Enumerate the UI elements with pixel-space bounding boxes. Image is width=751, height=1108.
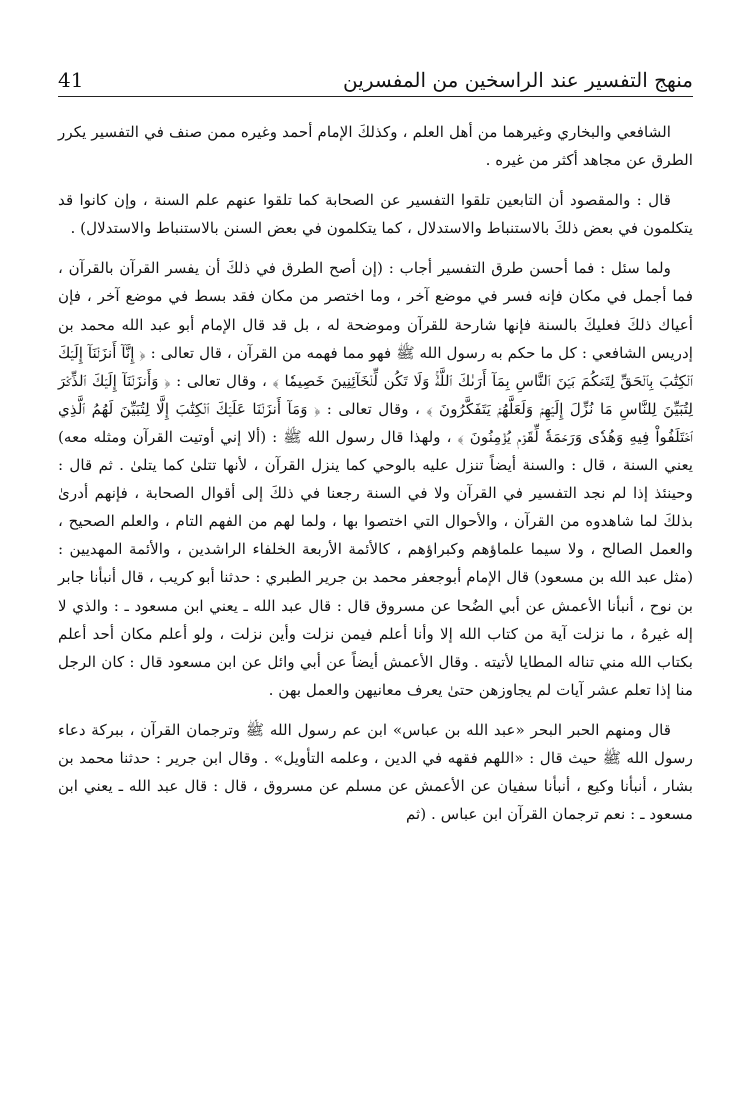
running-head: منهج التفسير عند الراسخين من المفسرين: [343, 68, 693, 92]
page-number: 41: [58, 68, 84, 92]
paragraph: قال : والمقصود أن التابعين تلقوا التفسير عن الصحابة كما تلقوا عنهم علم السنة ، وإن كانوا قد يتكلمون في بعض ذلكَ بالاستنباط والاستدلال ، كما يتكلمون في بعض السنن بالاستنباط والاستدلال) .: [58, 191, 693, 238]
paragraph: قال ومنهم الحبر البحر «عبد الله بن عباس» ابن عم رسول الله ﷺ وترجمان القرآن ، ببركة دعاء رسول الله ﷺ حيث قال : «اللهم فقهه في الدين ، وعلمه التأويل» . وقال ابن جرير : حدثنا محمد بن بشار ، أنبأنا وكيع ، أنبأنا سفيان عن الأعمش عن مسلم عن مسروق ، قال : قال عبد الله ـ يعني ابن مسعود ـ : نعم ترجمان القرآن ابن عباس . (ثم: [58, 720, 693, 824]
paragraph: ولما سئل : فما أحسن طرق التفسير أجاب : (إن أصح الطرق في ذلكَ أن يفسر القرآن بالقرآن ، فما أجمل في مكان فإنه فسر في موضع آخر ، وما اختصر من مكان فقد بسط في موضع آخر ، فإن أعياك ذلكَ فعليكَ بالسنة فإنها شارحة للقرآن وموضحة له ، بل قد قال الإمام أبو عبد الله محمد بن إدريس الشافعي : كل ما حكم به رسول الله ﷺ فهو مما فهمه من القرآن ، قال تعالى : ﴿ إِنَّآ أَنزَلۡنَآ إِلَيۡكَ ٱلۡكِتَٰبَ بِٱلۡحَقِّ لِتَحۡكُمَ بَيۡنَ ٱلنَّاسِ بِمَآ أَرَىٰكَ ٱللَّهُۚ وَلَا تَكُن لِّلۡخَآئِنِينَ خَصِيمٗا ﴾ ، وقال تعالى : ﴿ وَأَنزَلۡنَآ إِلَيۡكَ ٱلذِّكۡرَ لِتُبَيِّنَ لِلنَّاسِ مَا نُزِّلَ إِلَيۡهِمۡ وَلَعَلَّهُمۡ يَتَفَكَّرُونَ ﴾ ، وقال تعالى : ﴿ وَمَآ أَنزَلۡنَا عَلَيۡكَ ٱلۡكِتَٰبَ إِلَّا لِتُبَيِّنَ لَهُمُ ٱلَّذِي ٱخۡتَلَفُواْ فِيهِ وَهُدٗى وَرَحۡمَةٗ لِّقَوۡمٖ يُؤۡمِنُونَ ﴾ ، ولهذا قال رسول الله ﷺ : (ألا إني أوتيت القرآن ومثله معه) يعني السنة ، قال : والسنة أيضاً تنزل عليه بالوحي كما ينزل القرآن ، لأنها تتلىٰ كما يتلىٰ . ثم قال : وحينئذ إذا لم نجد التفسير في القرآن ولا في السنة رجعنا في ذلكَ إلى أقوال الصحابة ، فإنهم أدرىٰ بذلكَ لما شاهدوه من القرآن ، والأحوال التي اختصوا بها ، ولما لهم من الفهم التام ، والعلم الصحيح ، والعمل الصالح ، ولا سيما علماؤهم وكبراؤهم ، كالأئمة الأربعة الخلفاء الراشدين ، والأئمة المهديين : (مثل عبد الله بن مسعود) قال الإمام أبوجعفر محمد بن جرير الطبري : حدثنا أبو كريب ، قال أنبأنا جابر بن نوح ، أنبأنا الأعمش عن أبي الضُحا عن مسروق قال : قال عبد الله ـ يعني ابن مسعود ـ : والذي لا إله غيرهُ ، ما نزلت آية من كتاب الله إلا وأنا أعلم فيمن نزلت وأين نزلت ، ولو أعلم مكان أحد أعلم بكتاب الله مني تناله المطايا لأتيته . وقال الأعمش أيضاً عن أبي وائل عن ابن مسعود قال : كان الرجل منا إذا تعلم عشر آيات لم يجاوزهن حتىٰ يعرف معانيهن والعمل بهن .: [58, 259, 693, 699]
body-text: [58, 118, 693, 840]
paragraph: الشافعي والبخاري وغيرهما من أهل العلم ، وكذلكَ الإمام أحمد وغيره ممن صنف في التفسير يكرر الطرق عن مجاهد أكثر من غيره .: [58, 123, 693, 170]
page-header: [58, 56, 693, 97]
